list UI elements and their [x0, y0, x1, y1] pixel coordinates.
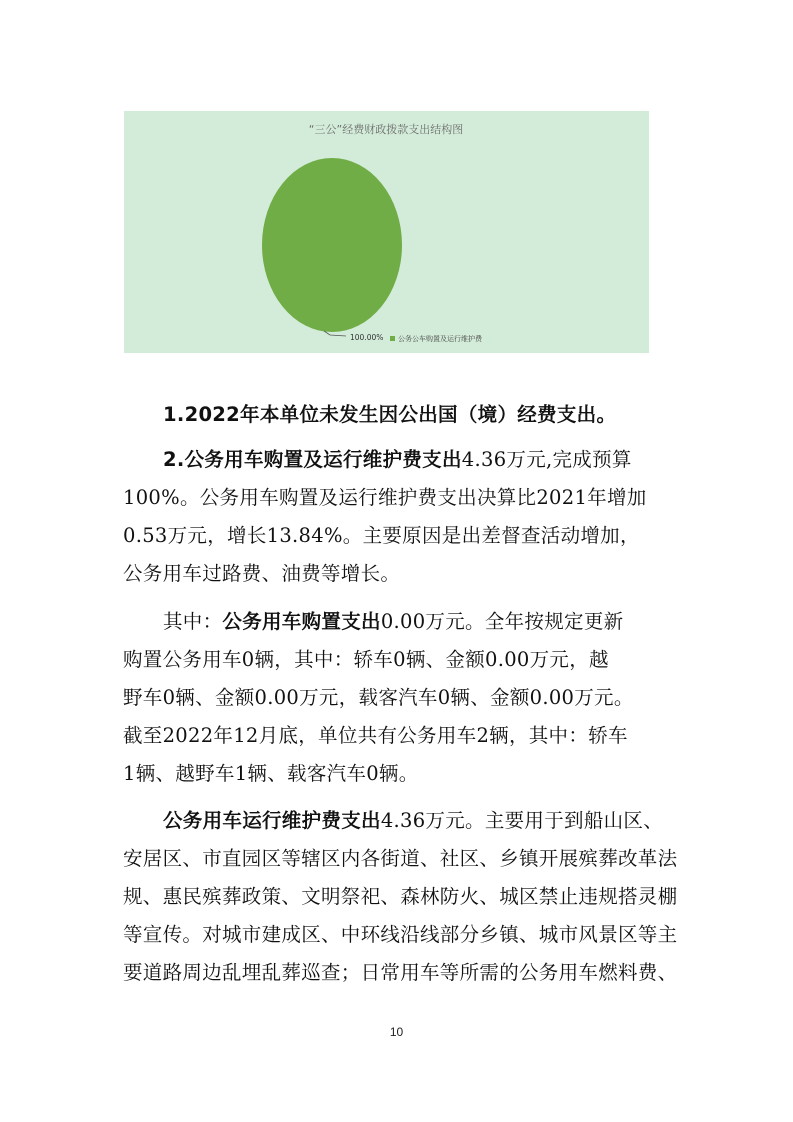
- text-span: 0.00万元。全年按规定更新: [380, 610, 624, 633]
- text-span: 其中：: [163, 610, 223, 633]
- paragraph-2-line-3: 0.53万元，增长13.84%。主要原因是出差督查活动增加，: [123, 524, 640, 547]
- paragraph-1: 1.2022年本单位未发生因公出国（境）经费支出。: [163, 403, 617, 426]
- paragraph-4-line-4: 等宣传。对城市建成区、中环线沿线部分乡镇、城市风景区等主: [123, 923, 678, 946]
- paragraph-4-line-1: [163, 802, 723, 840]
- paragraph-4-line-3: 规、惠民殡葬政策、文明祭祀、森林防火、城区禁止违规搭灵棚: [123, 885, 678, 908]
- paragraph-3-line-1: [163, 603, 723, 641]
- text-span: 4.36万元,完成预算: [461, 448, 632, 471]
- paragraph-3-line-5: 1辆、越野车1辆、载客汽车0辆。: [123, 762, 419, 785]
- paragraph-4-line-5: 要道路周边乱埋乱葬巡查；日常用车等所需的公务用车燃料费、: [123, 961, 678, 984]
- pie-chart-svg: [124, 111, 649, 353]
- chart-title: “三公”经费财政拨款支出结构图: [308, 123, 464, 136]
- paragraph-3-line-3: 野车0辆、金额0.00万元，载客汽车0辆、金额0.00万元。: [123, 686, 634, 709]
- heading-vehicle-purchase: 公务用车购置支出: [222, 610, 381, 633]
- paragraph-2-line-1: [163, 441, 723, 479]
- heading-vehicle-maintenance: 公务用车运行维护费支出: [163, 809, 381, 832]
- pie-slice: [262, 158, 402, 332]
- legend-swatch: [390, 336, 395, 341]
- paragraph-3-line-2: 购置公务用车0辆，其中：轿车0辆、金额0.00万元，越: [123, 648, 609, 671]
- paragraph-2-line-4: 公务用车过路费、油费等增长。: [123, 562, 401, 585]
- page-number: 10: [389, 1025, 404, 1039]
- legend-label: 公务公车购置及运行维护费: [398, 335, 482, 343]
- paragraph-2-line-2: 100%。公务用车购置及运行维护费支出决算比2021年增加: [123, 486, 647, 509]
- paragraph-4-line-2: 安居区、市直园区等辖区内各街道、社区、乡镇开展殡葬改革法: [123, 847, 678, 870]
- heading-vehicle-expense: 2.公务用车购置及运行维护费支出: [163, 448, 462, 471]
- paragraph-3-line-4: 截至2022年12月底，单位共有公务用车2辆，其中：轿车: [123, 724, 628, 747]
- data-label: 100.00%: [350, 333, 384, 342]
- pie-chart: [124, 111, 649, 353]
- text-span: 4.36万元。主要用于到船山区、: [380, 809, 664, 832]
